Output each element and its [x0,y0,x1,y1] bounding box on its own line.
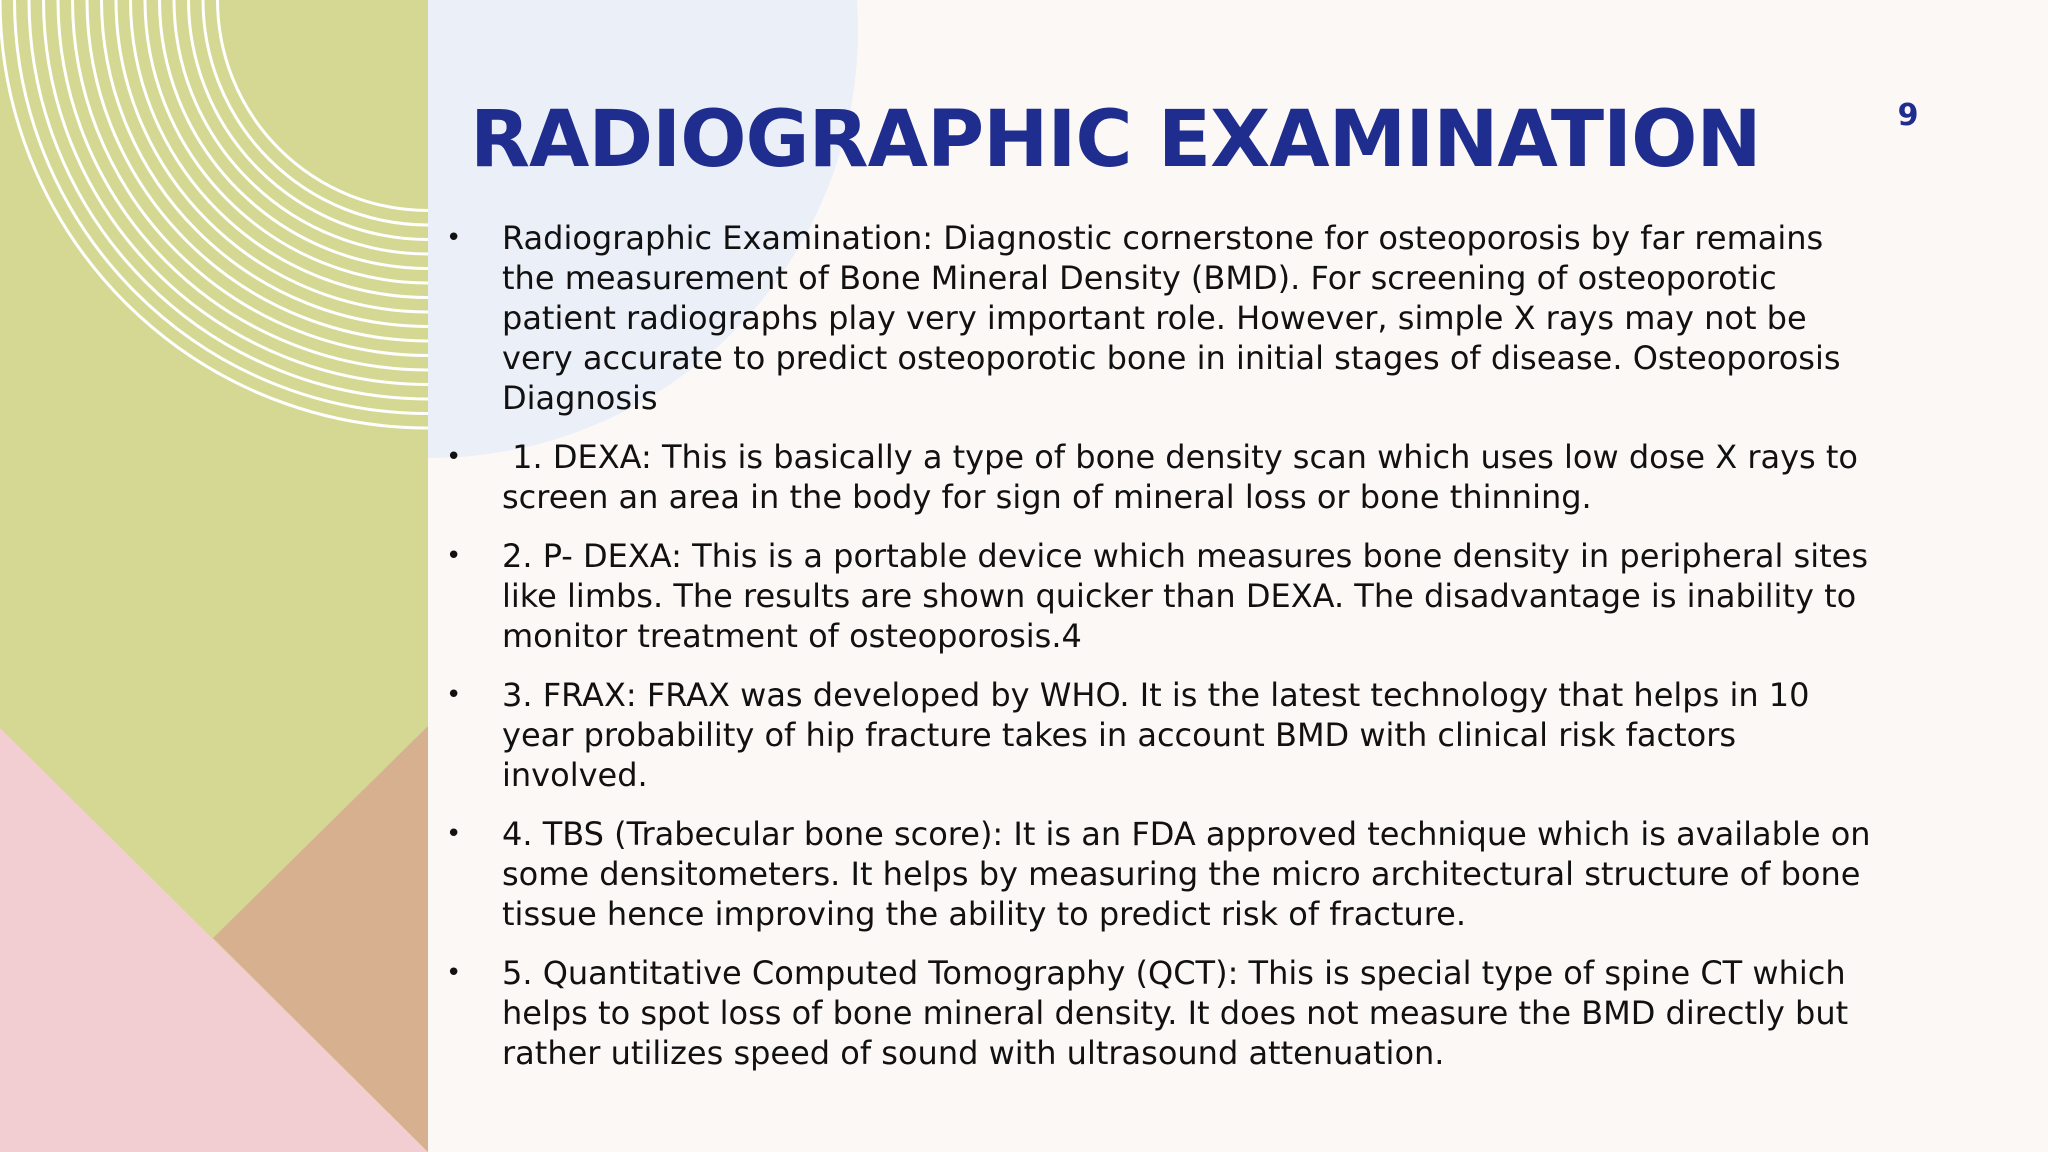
bullet-dot: • [446,958,462,988]
bullet-text: Radiographic Examination: Diagnostic cornerstone for osteoporosis by far remains the measurement of Bone Mineral Density (BMD). For screening of osteoporotic patient radiographs play very important role. However, simple X rays may not be very accurate to predict osteoporotic bone in initial stages of disease. Osteoporosis Diagnosis [502,219,1841,417]
bullet-text: 5. Quantitative Computed Tomography (QCT): This is special type of spine CT which helps to spot loss of bone mineral density. It does not measure the BMD directly but rather utilizes speed of sound with ultrasound attenuation. [502,954,1849,1072]
bullet-dot: • [446,680,462,710]
bullet-dot: • [446,541,462,571]
bullet-item [440,953,1880,1073]
bullet-item [440,814,1880,934]
bullet-item [440,675,1880,795]
bullet-dot: • [446,223,462,253]
bullet-text: 1. DEXA: This is basically a type of bone density scan which uses low dose X rays to screen an area in the body for sign of mineral loss or bone thinning. [502,438,1869,516]
bullet-item [440,218,1880,418]
bullet-text: 2. P- DEXA: This is a portable device which measures bone density in peripheral sites like limbs. The results are shown quicker than DEXA. The disadvantage is inability to monitor treatment of osteoporosis.4 [502,537,1868,655]
bullet-item [440,437,1880,517]
bullet-text: 4. TBS (Trabecular bone score): It is an FDA approved technique which is available on some densitometers. It helps by measuring the micro architectural structure of bone tissue hence improving the ability to predict risk of fracture. [502,815,1871,933]
bullet-dot: • [446,819,462,849]
bullet-item [440,536,1880,656]
bullet-text: 3. FRAX: FRAX was developed by WHO. It is the latest technology that helps in 10 year probability of hip fracture takes in account BMD with clinical risk factors involved. [502,676,1810,794]
slide-title: RADIOGRAPHIC EXAMINATION [470,95,1761,185]
bullet-list [440,218,1880,1092]
bullet-dot: • [446,442,462,472]
slide-number: 9 [1897,98,1919,133]
